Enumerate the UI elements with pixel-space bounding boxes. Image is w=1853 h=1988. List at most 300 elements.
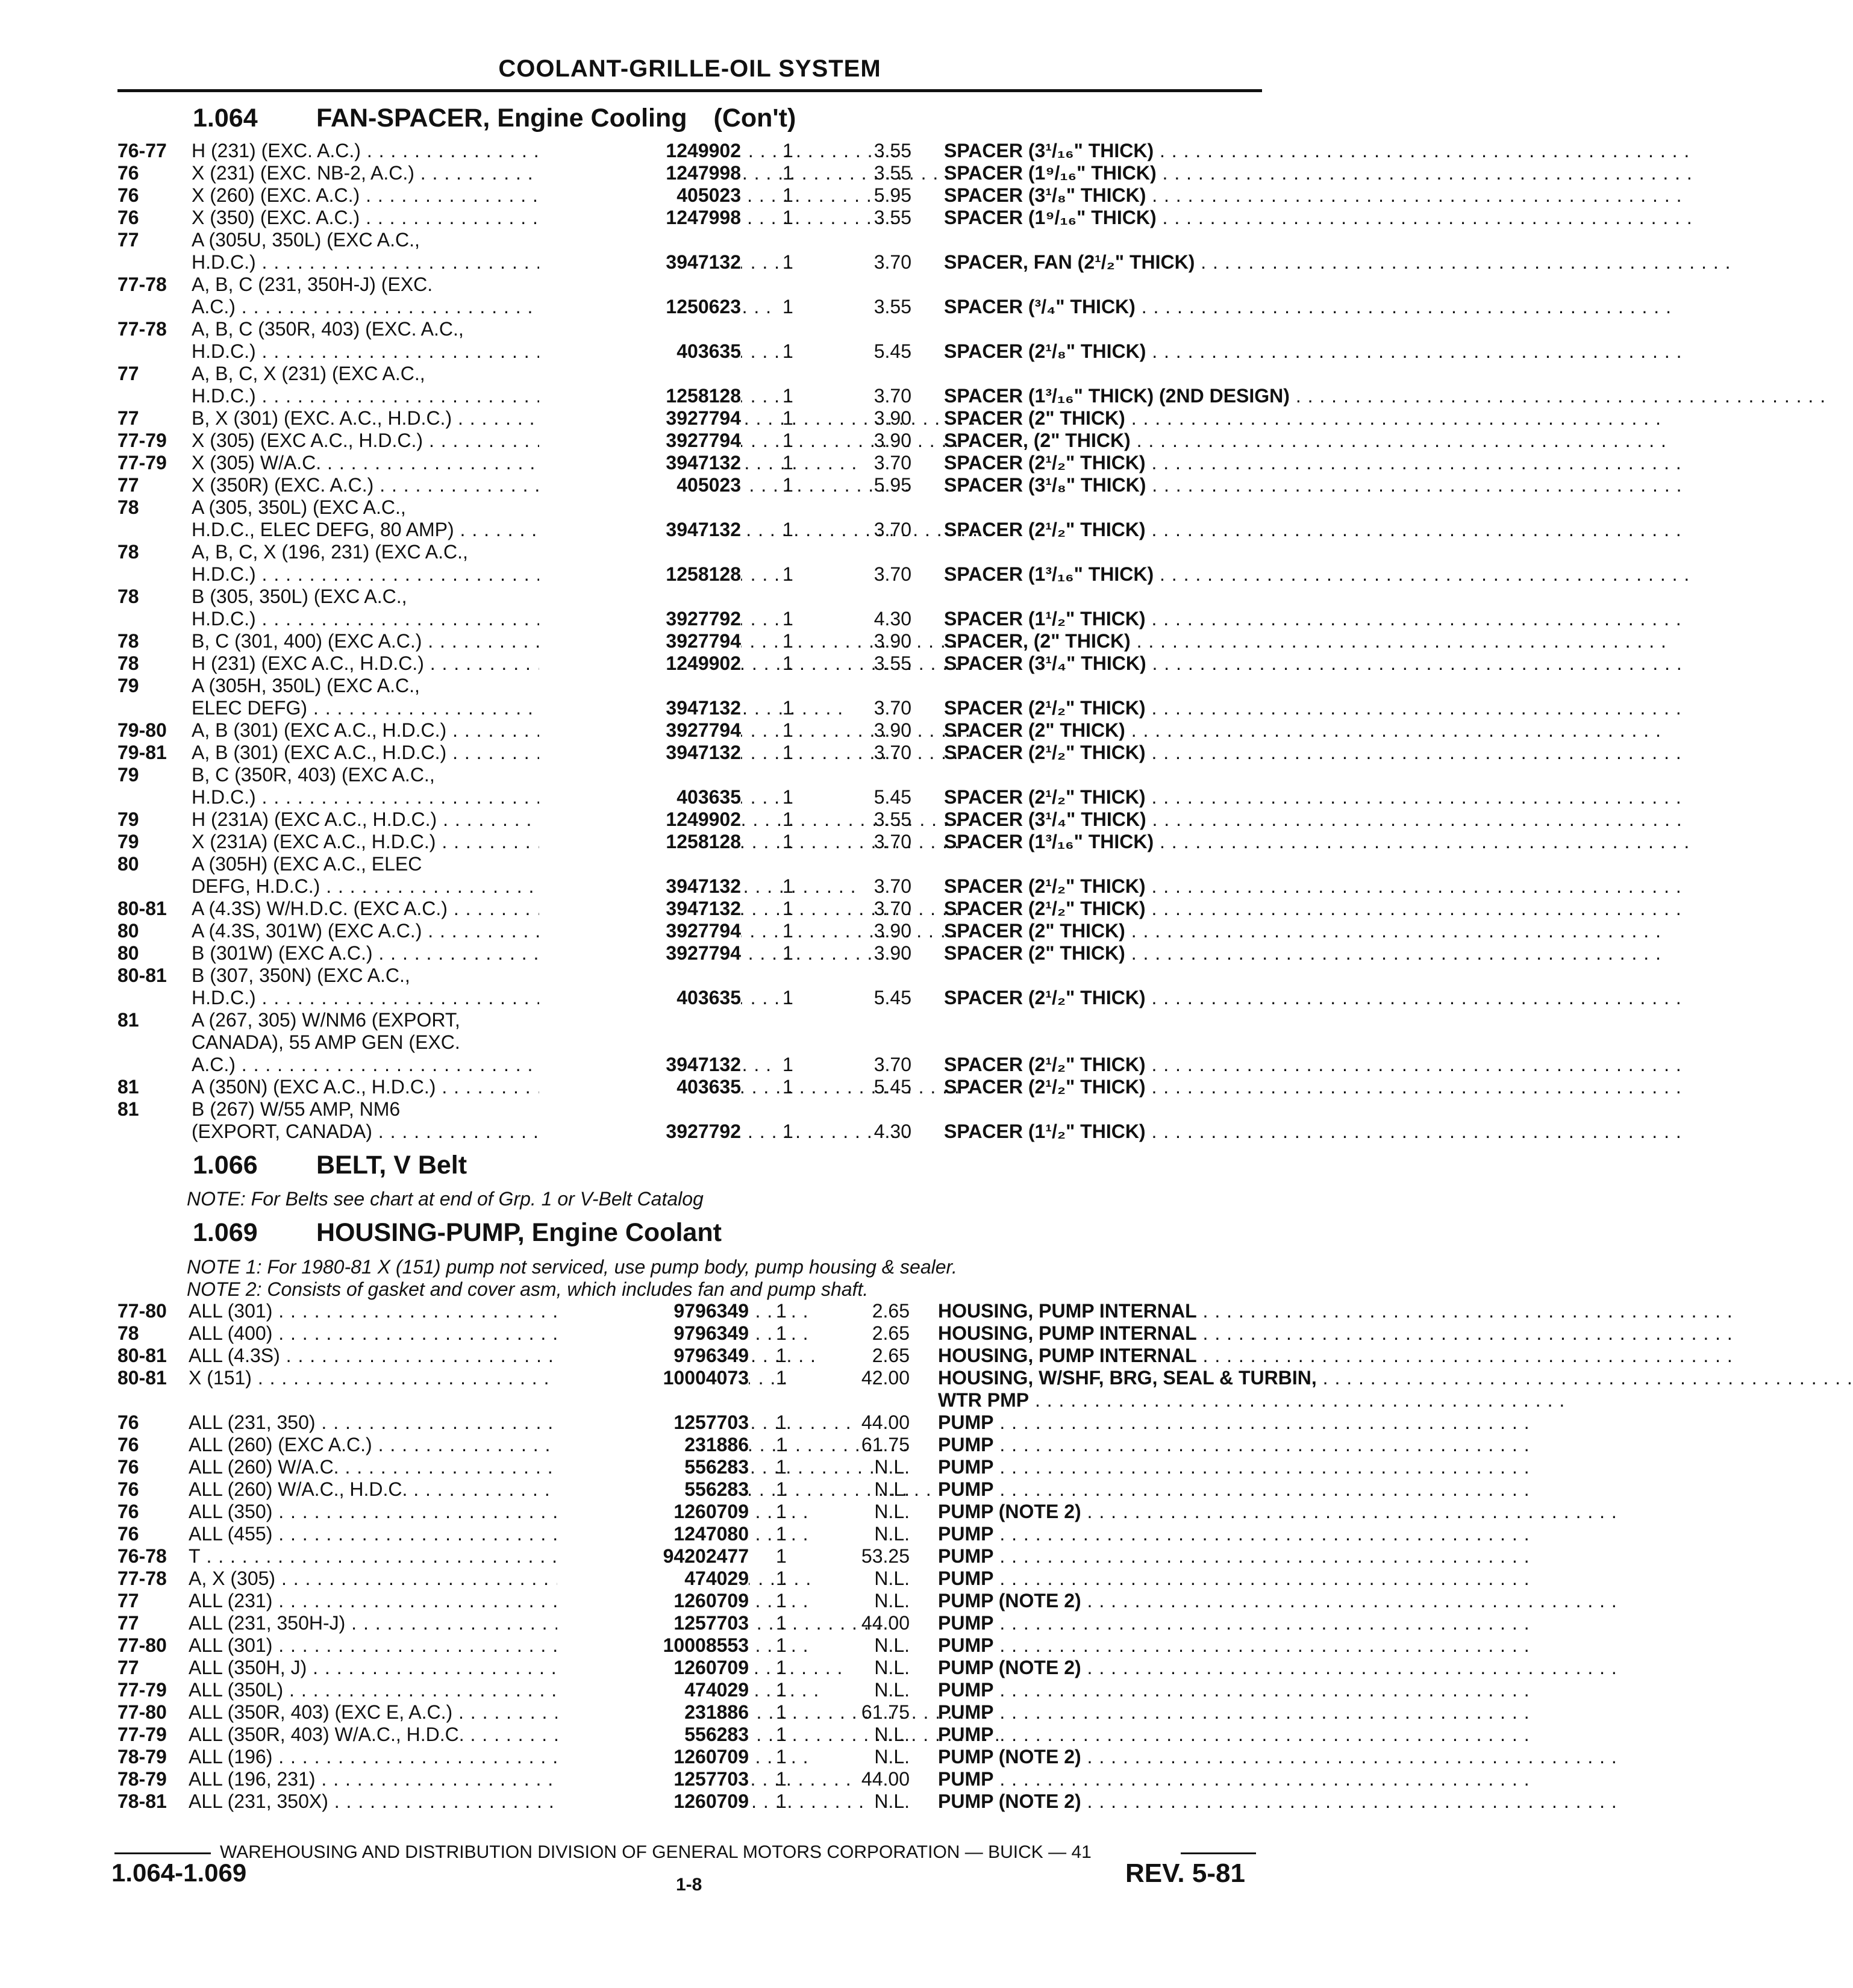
part-number: 1260709: [557, 1590, 749, 1612]
parts-row: [117, 184, 1262, 207]
part-name: HOUSING, PUMP INTERNAL . . .: [938, 1345, 1262, 1367]
application-desc: X (260) (EXC. A.C.) . . .: [192, 184, 620, 207]
parts-row: [117, 474, 1262, 496]
part-number: 1258128: [539, 563, 741, 586]
parts-row: [117, 1367, 1317, 1389]
quantity: 1: [783, 1076, 793, 1098]
model-year: 77: [117, 407, 139, 429]
footer-publisher: WAREHOUSING AND DISTRIBUTION DIVISION OF GENERAL MOTORS CORPORATION — BUICK — 41: [220, 1842, 1092, 1862]
price: 3.90: [873, 407, 911, 429]
part-name: PUMP (NOTE 2) . . .: [938, 1657, 1262, 1679]
parts-row: [117, 719, 1262, 742]
part-number: 3947132: [539, 898, 741, 920]
part-number: 1249902: [539, 808, 741, 831]
parts-row: [117, 1545, 1262, 1568]
application-desc: ALL (231, 350X) . . .: [189, 1790, 646, 1813]
model-year: 77: [117, 474, 139, 496]
parts-row: [117, 229, 1262, 251]
quantity: 1: [776, 1545, 787, 1567]
part-name: PUMP . . .: [938, 1523, 1262, 1545]
application-desc: H.D.C.) . . .: [192, 786, 620, 808]
application-desc: H.D.C.) . . .: [192, 340, 620, 363]
application-desc: H (231) (EXC. A.C.) . . .: [192, 140, 620, 162]
part-number: 3947132: [539, 452, 741, 474]
application-desc: A (4.3S, 301W) (EXC A.C.) . . .: [192, 920, 620, 942]
parts-row: [117, 608, 1262, 630]
part-name: PUMP . . .: [938, 1411, 1262, 1434]
quantity: 1: [783, 630, 793, 652]
parts-row: [117, 942, 1262, 964]
parts-row: [117, 1612, 1262, 1634]
quantity: 1: [783, 207, 793, 228]
quantity: 1: [776, 1612, 787, 1634]
quantity: 1: [783, 1121, 793, 1142]
parts-row: [117, 630, 1262, 652]
belt-note: NOTE: For Belts see chart at end of Grp. 1 or V-Belt Catalog: [187, 1188, 704, 1210]
continued-label: (Con't): [713, 104, 796, 133]
application-desc: H (231) (EXC A.C., H.D.C.) . . .: [192, 652, 620, 675]
parts-row: [117, 1590, 1262, 1612]
part-name: PUMP . . .: [938, 1634, 1262, 1657]
section-heading-1069: [193, 1218, 722, 1248]
part-name: SPACER (3¹/₄" THICK) . . .: [944, 652, 1262, 675]
application-desc: ALL (350R, 403) (EXC E, A.C.) . . .: [189, 1701, 646, 1724]
part-name: WTR PMP . . .: [938, 1389, 1262, 1411]
quantity: 1: [776, 1634, 787, 1656]
price: 44.00: [861, 1768, 910, 1790]
application-desc: ALL (231) . . .: [189, 1590, 646, 1612]
application-desc: H.D.C.) . . .: [192, 987, 620, 1009]
section-number: 1.064: [193, 104, 258, 133]
part-number: 1260709: [557, 1790, 749, 1813]
quantity: 1: [776, 1746, 787, 1768]
model-year: 80-81: [117, 1345, 167, 1366]
quantity: 1: [783, 519, 793, 540]
application-desc: ALL (260) W/A.C. . . .: [189, 1456, 646, 1478]
quantity: 1: [776, 1345, 787, 1366]
part-number: 1260709: [557, 1657, 749, 1679]
application-desc: ALL (350H, J) . . .: [189, 1657, 646, 1679]
parts-row: [117, 1009, 1262, 1031]
quantity: 1: [783, 296, 793, 317]
application-desc: H.D.C.) . . .: [192, 563, 620, 586]
model-year: 77-79: [117, 452, 167, 474]
parts-row: [117, 1031, 1262, 1054]
parts-row: [117, 786, 1262, 808]
quantity: 1: [776, 1367, 787, 1389]
application-desc: X (231A) (EXC A.C., H.D.C.) . . .: [192, 831, 620, 853]
part-name: SPACER, (2" THICK) . . .: [944, 630, 1262, 652]
parts-row: [117, 1568, 1262, 1590]
model-year: 80: [117, 853, 139, 875]
price: 3.70: [873, 251, 911, 273]
model-year: 76: [117, 1411, 139, 1433]
application-desc: A (305H, 350L) (EXC A.C.,: [192, 675, 420, 696]
model-year: 76-78: [117, 1545, 167, 1567]
model-year: 76: [117, 1523, 139, 1545]
quantity: 1: [783, 987, 793, 1008]
part-name: PUMP . . .: [938, 1456, 1262, 1478]
quantity: 1: [783, 184, 793, 206]
part-name: SPACER (2¹/₂" THICK) . . .: [944, 742, 1262, 764]
quantity: 1: [783, 742, 793, 763]
parts-row: [117, 1790, 1262, 1813]
application-desc: H.D.C.) . . .: [192, 385, 620, 407]
application-desc: B, C (350R, 403) (EXC A.C.,: [192, 764, 435, 786]
price: 4.30: [873, 1121, 911, 1142]
section-number: 1.066: [193, 1151, 258, 1180]
parts-row: [117, 675, 1262, 697]
part-number: 3947132: [539, 697, 741, 719]
quantity: 1: [783, 452, 793, 474]
part-number: 1257703: [557, 1411, 749, 1434]
part-number: 3927794: [539, 430, 741, 452]
section-heading-1066: [193, 1151, 467, 1180]
part-number: 3947132: [539, 742, 741, 764]
part-name: PUMP . . .: [938, 1724, 1262, 1746]
part-name: SPACER (1³/₁₆" THICK) . . .: [944, 831, 1262, 853]
model-year: 77-80: [117, 1300, 167, 1322]
parts-row: [117, 764, 1262, 786]
quantity: 1: [776, 1523, 787, 1545]
part-number: 1249902: [539, 140, 741, 162]
model-year: 80-81: [117, 964, 167, 986]
quantity: 1: [776, 1590, 787, 1611]
model-year: 77-78: [117, 274, 167, 295]
model-year: 77: [117, 363, 139, 384]
price: 3.55: [873, 207, 911, 228]
price: 3.55: [873, 808, 911, 830]
model-year: 76: [117, 1478, 139, 1500]
parts-row: [117, 162, 1262, 184]
model-year: 77-79: [117, 1679, 167, 1701]
quantity: 1: [783, 786, 793, 808]
parts-row: [117, 541, 1262, 563]
price: 3.90: [873, 942, 911, 964]
application-desc: A, B, C, X (196, 231) (EXC A.C.,: [192, 541, 468, 563]
model-year: 80-81: [117, 898, 167, 919]
part-name: PUMP . . .: [938, 1768, 1262, 1790]
application-desc: B (305, 350L) (EXC A.C.,: [192, 586, 407, 607]
part-name: SPACER (2" THICK) . . .: [944, 920, 1262, 942]
part-number: 231886: [557, 1701, 749, 1724]
parts-row: [117, 987, 1262, 1009]
parts-row: [117, 1076, 1262, 1098]
model-year: 78: [117, 496, 139, 518]
model-year: 78: [117, 541, 139, 563]
price: 5.45: [873, 987, 911, 1008]
application-desc: ALL (301) . . .: [189, 1300, 646, 1322]
quantity: 1: [776, 1322, 787, 1344]
part-number: 1258128: [539, 831, 741, 853]
spacer-parts-list: [117, 140, 1290, 1143]
application-desc: ALL (400) . . .: [189, 1322, 646, 1345]
part-name: SPACER (3¹/₄" THICK) . . .: [944, 808, 1262, 831]
part-number: 1249902: [539, 652, 741, 675]
price: N.L.: [874, 1456, 910, 1478]
part-name: SPACER (2¹/₂" THICK) . . .: [944, 875, 1262, 898]
price: 44.00: [861, 1612, 910, 1634]
application-desc: X (305) (EXC A.C., H.D.C.) . . .: [192, 430, 620, 452]
model-year: 80: [117, 942, 139, 964]
model-year: 78: [117, 652, 139, 674]
model-year: 80: [117, 920, 139, 942]
part-number: 3927792: [539, 1121, 741, 1143]
model-year: 78: [117, 630, 139, 652]
application-desc: B (307, 350N) (EXC A.C.,: [192, 964, 410, 986]
price: 44.00: [861, 1411, 910, 1433]
parts-row: [117, 251, 1262, 274]
part-name: SPACER (1⁹/₁₆" THICK) . . .: [944, 162, 1262, 184]
part-name: SPACER (2¹/₂" THICK) . . .: [944, 786, 1262, 808]
model-year: 78: [117, 586, 139, 607]
quantity: 1: [783, 1054, 793, 1075]
footer-rule-left: [114, 1852, 211, 1854]
part-number: 474029: [557, 1679, 749, 1701]
part-number: 1247080: [557, 1523, 749, 1545]
part-name: PUMP (NOTE 2) . . .: [938, 1501, 1262, 1523]
application-desc: ALL (196, 231) . . .: [189, 1768, 646, 1790]
part-name: PUMP . . .: [938, 1612, 1262, 1634]
model-year: 77: [117, 1612, 139, 1634]
part-name: PUMP (NOTE 2) . . .: [938, 1590, 1262, 1612]
footer-page-number: 1-8: [676, 1875, 702, 1895]
application-desc: H.D.C.) . . .: [192, 251, 620, 274]
price: 5.95: [873, 474, 911, 496]
part-number: 1258128: [539, 385, 741, 407]
application-desc: ALL (301) . . .: [189, 1634, 646, 1657]
model-year: 78-79: [117, 1746, 167, 1768]
quantity: 1: [776, 1790, 787, 1812]
part-number: 10004073: [557, 1367, 749, 1389]
parts-row: [117, 964, 1262, 987]
price: 3.90: [873, 920, 911, 942]
part-name: PUMP . . .: [938, 1545, 1262, 1568]
model-year: 76: [117, 1434, 139, 1455]
model-year: 81: [117, 1009, 139, 1031]
application-desc: A (4.3S) W/H.D.C. (EXC A.C.) . . .: [192, 898, 620, 920]
quantity: 1: [783, 898, 793, 919]
quantity: 1: [783, 831, 793, 852]
part-name: PUMP (NOTE 2) . . .: [938, 1790, 1262, 1813]
application-desc: ALL (350L) . . .: [189, 1679, 646, 1701]
price: 2.65: [872, 1322, 910, 1344]
application-desc: X (231) (EXC. NB-2, A.C.) . . .: [192, 162, 620, 184]
part-number: 3927794: [539, 719, 741, 742]
quantity: 1: [783, 942, 793, 964]
part-name: SPACER (2¹/₂" THICK) . . .: [944, 519, 1262, 541]
price: N.L.: [874, 1590, 910, 1611]
part-name: PUMP (NOTE 2) . . .: [938, 1746, 1262, 1768]
part-number: 1257703: [557, 1612, 749, 1634]
application-desc: B, X (301) (EXC. A.C., H.D.C.) . . .: [192, 407, 620, 430]
parts-row: [117, 1322, 1262, 1345]
part-name: SPACER (2" THICK) . . .: [944, 719, 1262, 742]
application-desc: A.C.) . . .: [192, 1054, 620, 1076]
application-desc: B, C (301, 400) (EXC A.C.) . . .: [192, 630, 620, 652]
part-name: SPACER (3¹/₈" THICK) . . .: [944, 474, 1262, 496]
model-year: 76: [117, 207, 139, 228]
parts-row: [117, 140, 1262, 162]
parts-row: [117, 1478, 1262, 1501]
price: 3.70: [873, 875, 911, 897]
application-desc: CANADA), 55 AMP GEN (EXC.: [192, 1031, 460, 1053]
part-name: SPACER (³/₄" THICK) . . .: [944, 296, 1262, 318]
model-year: 77-78: [117, 1568, 167, 1589]
section-title: FAN-SPACER, Engine Cooling: [316, 104, 687, 133]
model-year: 76: [117, 184, 139, 206]
model-year: 77-78: [117, 318, 167, 340]
parts-row: [117, 1411, 1262, 1434]
application-desc: B (267) W/55 AMP, NM6: [192, 1098, 401, 1120]
part-name: HOUSING, PUMP INTERNAL . . .: [938, 1300, 1262, 1322]
part-number: 3927794: [539, 920, 741, 942]
application-desc: X (151) . . .: [189, 1367, 646, 1389]
application-desc: A, B, C (231, 350H-J) (EXC.: [192, 274, 433, 295]
part-name: SPACER (3¹/₈" THICK) . . .: [944, 184, 1262, 207]
price: 3.70: [873, 385, 911, 407]
parts-row: [117, 1746, 1262, 1768]
price: 3.70: [873, 519, 911, 540]
part-name: SPACER, FAN (2¹/₂" THICK) . . .: [944, 251, 1262, 274]
quantity: 1: [783, 474, 793, 496]
parts-row: [117, 385, 1290, 407]
part-number: 556283: [557, 1456, 749, 1478]
parts-row: [117, 340, 1262, 363]
quantity: 1: [783, 608, 793, 630]
part-number: 556283: [557, 1478, 749, 1501]
part-name: PUMP . . .: [938, 1478, 1262, 1501]
application-desc: ALL (260) W/A.C., H.D.C. . . .: [189, 1478, 646, 1501]
parts-row: [117, 363, 1262, 385]
page-title: COOLANT-GRILLE-OIL SYSTEM: [498, 55, 881, 82]
application-desc: (EXPORT, CANADA) . . .: [192, 1121, 620, 1143]
quantity: 1: [783, 808, 793, 830]
part-name: PUMP . . .: [938, 1568, 1262, 1590]
application-desc: A, B, C (350R, 403) (EXC. A.C.,: [192, 318, 464, 340]
application-desc: ELEC DEFG) . . .: [192, 697, 620, 719]
price: 3.70: [873, 563, 911, 585]
model-year: 79-80: [117, 719, 167, 741]
quantity: 1: [783, 563, 793, 585]
part-number: 9796349: [557, 1345, 749, 1367]
price: 3.70: [873, 898, 911, 919]
model-year: 78-81: [117, 1790, 167, 1812]
quantity: 1: [783, 407, 793, 429]
price: 3.70: [873, 831, 911, 852]
parts-row: [117, 652, 1262, 675]
application-desc: A (350N) (EXC A.C., H.D.C.) . . .: [192, 1076, 620, 1098]
quantity: 1: [776, 1657, 787, 1678]
part-name: SPACER (1¹/₂" THICK) . . .: [944, 1121, 1262, 1143]
price: 2.65: [872, 1345, 910, 1366]
quantity: 1: [776, 1701, 787, 1723]
part-number: 1247998: [539, 162, 741, 184]
application-desc: B (301W) (EXC A.C.) . . .: [192, 942, 620, 964]
quantity: 1: [776, 1768, 787, 1790]
part-number: 1260709: [557, 1501, 749, 1523]
parts-row: [117, 563, 1262, 586]
part-number: 231886: [557, 1434, 749, 1456]
part-number: 1260709: [557, 1746, 749, 1768]
part-number: 1247998: [539, 207, 741, 229]
price: 3.70: [873, 697, 911, 719]
parts-row: [117, 1098, 1262, 1121]
price: 42.00: [861, 1367, 910, 1389]
application-desc: A (305, 350L) (EXC A.C.,: [192, 496, 406, 518]
model-year: 77-79: [117, 1724, 167, 1745]
application-desc: X (350) (EXC. A.C.) . . .: [192, 207, 620, 229]
parts-row: [117, 697, 1262, 719]
parts-row: [117, 831, 1262, 853]
price: N.L.: [874, 1634, 910, 1656]
part-name: SPACER (3¹/₁₆" THICK) . . .: [944, 140, 1262, 162]
parts-row: [117, 808, 1262, 831]
quantity: 1: [776, 1411, 787, 1433]
parts-row: [117, 1345, 1262, 1367]
quantity: 1: [783, 719, 793, 741]
part-number: 3947132: [539, 251, 741, 274]
part-name: SPACER (1³/₁₆" THICK) . . .: [944, 563, 1262, 586]
parts-row: [117, 430, 1262, 452]
parts-row: [117, 853, 1262, 875]
part-name: SPACER (2¹/₂" THICK) . . .: [944, 697, 1262, 719]
price: 3.55: [873, 296, 911, 317]
footer-section-range: 1.064-1.069: [111, 1858, 247, 1887]
parts-row: [117, 1679, 1262, 1701]
application-desc: A, X (305) . . .: [189, 1568, 646, 1590]
model-year: 79-81: [117, 742, 167, 763]
price: N.L.: [874, 1478, 910, 1500]
quantity: 1: [776, 1434, 787, 1455]
price: 3.90: [873, 630, 911, 652]
price: N.L.: [874, 1746, 910, 1768]
part-name: PUMP . . .: [938, 1434, 1262, 1456]
application-desc: DEFG, H.D.C.) . . .: [192, 875, 620, 898]
quantity: 1: [776, 1300, 787, 1322]
model-year: 76: [117, 1501, 139, 1522]
part-name: SPACER (1³/₁₆" THICK) (2ND DESIGN) . . .: [944, 385, 1262, 407]
parts-row: [117, 318, 1262, 340]
part-number: 403635: [539, 786, 741, 808]
quantity: 1: [783, 162, 793, 184]
parts-row: [117, 1501, 1262, 1523]
model-year: 80-81: [117, 1367, 167, 1389]
part-name: HOUSING, W/SHF, BRG, SEAL & TURBIN, . . .: [938, 1367, 1262, 1389]
part-name: SPACER (2¹/₂" THICK) . . .: [944, 1076, 1262, 1098]
part-number: 3927794: [539, 942, 741, 964]
quantity: 1: [783, 251, 793, 273]
part-number: 1257703: [557, 1768, 749, 1790]
application-desc: A (305H) (EXC A.C., ELEC: [192, 853, 422, 875]
parts-row: [117, 1456, 1262, 1478]
parts-row: [117, 898, 1262, 920]
quantity: 1: [783, 430, 793, 451]
part-number: 3927794: [539, 407, 741, 430]
application-desc: H (231A) (EXC A.C., H.D.C.) . . .: [192, 808, 620, 831]
application-desc: H.D.C., ELEC DEFG, 80 AMP) . . .: [192, 519, 620, 541]
model-year: 77-79: [117, 430, 167, 451]
price: 3.70: [873, 742, 911, 763]
part-name: SPACER (1¹/₂" THICK) . . .: [944, 608, 1262, 630]
price: 3.55: [873, 652, 911, 674]
model-year: 77-80: [117, 1634, 167, 1656]
model-year: 79: [117, 831, 139, 852]
part-name: SPACER (2¹/₂" THICK) . . .: [944, 987, 1262, 1009]
model-year: 76: [117, 1456, 139, 1478]
parts-row: [117, 1434, 1262, 1456]
price: 3.90: [873, 430, 911, 451]
